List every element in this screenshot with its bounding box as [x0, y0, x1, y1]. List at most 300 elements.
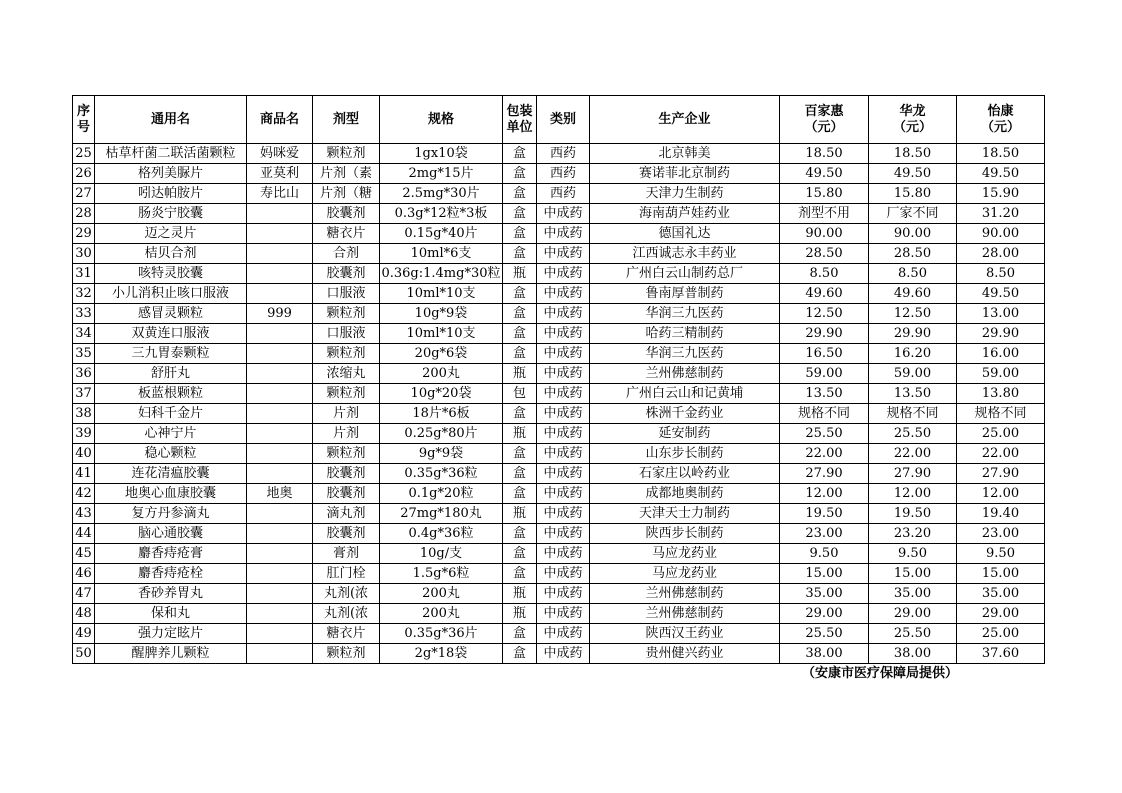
- cell-brand-name: 寿比山: [247, 184, 313, 204]
- cell-price-yikang: 13.80: [957, 384, 1045, 404]
- cell-manufacturer: 兰州佛慈制药: [590, 584, 780, 604]
- cell-seq: 30: [73, 244, 95, 264]
- cell-price-yikang: 90.00: [957, 224, 1045, 244]
- cell-manufacturer: 哈药三精制药: [590, 324, 780, 344]
- cell-category: 中成药: [537, 244, 590, 264]
- cell-unit: 盒: [503, 304, 537, 324]
- cell-dosage-form: 糖衣片: [313, 224, 380, 244]
- cell-dosage-form: 胶囊剂: [313, 484, 380, 504]
- cell-seq: 40: [73, 444, 95, 464]
- cell-dosage-form: 颗粒剂: [313, 444, 380, 464]
- table-body: [73, 144, 1045, 664]
- cell-manufacturer: 华润三九医药: [590, 304, 780, 324]
- cell-brand-name: [247, 224, 313, 244]
- cell-generic-name: 香砂养胃丸: [95, 584, 247, 604]
- table-row: [73, 264, 1045, 284]
- cell-spec: 2g*18袋: [380, 644, 503, 664]
- cell-spec: 2.5mg*30片: [380, 184, 503, 204]
- cell-price-hualong: 25.50: [869, 624, 957, 644]
- cell-spec: 0.1g*20粒: [380, 484, 503, 504]
- cell-dosage-form: 颗粒剂: [313, 144, 380, 164]
- cell-unit: 盒: [503, 444, 537, 464]
- cell-manufacturer: 兰州佛慈制药: [590, 604, 780, 624]
- cell-seq: 31: [73, 264, 95, 284]
- cell-price-baijiahui: 28.50: [780, 244, 869, 264]
- cell-generic-name: 稳心颗粒: [95, 444, 247, 464]
- cell-dosage-form: 胶囊剂: [313, 524, 380, 544]
- cell-brand-name: [247, 244, 313, 264]
- table-row: [73, 424, 1045, 444]
- cell-price-yikang: 15.90: [957, 184, 1045, 204]
- header-brand-name: 商品名: [247, 96, 313, 144]
- cell-brand-name: [247, 324, 313, 344]
- table-row: [73, 564, 1045, 584]
- cell-category: 西药: [537, 184, 590, 204]
- cell-spec: 9g*9袋: [380, 444, 503, 464]
- header-dosage-form: 剂型: [313, 96, 380, 144]
- cell-dosage-form: 胶囊剂: [313, 264, 380, 284]
- cell-spec: 0.3g*12粒*3板: [380, 204, 503, 224]
- cell-generic-name: 桔贝合剂: [95, 244, 247, 264]
- cell-seq: 43: [73, 504, 95, 524]
- cell-brand-name: [247, 524, 313, 544]
- cell-category: 中成药: [537, 524, 590, 544]
- cell-brand-name: [247, 284, 313, 304]
- cell-price-baijiahui: 18.50: [780, 144, 869, 164]
- cell-manufacturer: 陕西步长制药: [590, 524, 780, 544]
- cell-generic-name: 板蓝根颗粒: [95, 384, 247, 404]
- cell-price-baijiahui: 27.90: [780, 464, 869, 484]
- cell-manufacturer: 成都地奥制药: [590, 484, 780, 504]
- cell-dosage-form: 颗粒剂: [313, 384, 380, 404]
- table-row: [73, 184, 1045, 204]
- cell-unit: 瓶: [503, 264, 537, 284]
- cell-brand-name: [247, 604, 313, 624]
- cell-brand-name: [247, 584, 313, 604]
- cell-dosage-form: 膏剂: [313, 544, 380, 564]
- cell-dosage-form: 浓缩丸: [313, 364, 380, 384]
- cell-brand-name: [247, 564, 313, 584]
- cell-manufacturer: 海南葫芦娃药业: [590, 204, 780, 224]
- cell-seq: 39: [73, 424, 95, 444]
- cell-spec: 1.5g*6粒: [380, 564, 503, 584]
- cell-spec: 10g*20袋: [380, 384, 503, 404]
- table-row: [73, 344, 1045, 364]
- cell-manufacturer: 赛诺菲北京制药: [590, 164, 780, 184]
- cell-category: 中成药: [537, 304, 590, 324]
- cell-price-yikang: 25.00: [957, 424, 1045, 444]
- cell-price-yikang: 16.00: [957, 344, 1045, 364]
- cell-generic-name: 地奥心血康胶囊: [95, 484, 247, 504]
- cell-price-baijiahui: 25.50: [780, 624, 869, 644]
- cell-spec: 200丸: [380, 364, 503, 384]
- cell-brand-name: [247, 424, 313, 444]
- cell-category: 中成药: [537, 324, 590, 344]
- cell-spec: 0.4g*36粒: [380, 524, 503, 544]
- cell-spec: 18片*6板: [380, 404, 503, 424]
- cell-price-hualong: 15.00: [869, 564, 957, 584]
- cell-price-baijiahui: 剂型不用: [780, 204, 869, 224]
- cell-price-hualong: 35.00: [869, 584, 957, 604]
- cell-seq: 26: [73, 164, 95, 184]
- cell-unit: 盒: [503, 524, 537, 544]
- cell-price-baijiahui: 38.00: [780, 644, 869, 664]
- cell-price-hualong: 22.00: [869, 444, 957, 464]
- cell-dosage-form: 片剂: [313, 404, 380, 424]
- cell-price-yikang: 27.90: [957, 464, 1045, 484]
- cell-price-baijiahui: 35.00: [780, 584, 869, 604]
- cell-price-baijiahui: 12.50: [780, 304, 869, 324]
- cell-generic-name: 强力定眩片: [95, 624, 247, 644]
- cell-category: 中成药: [537, 264, 590, 284]
- header-category: 类别: [537, 96, 590, 144]
- cell-brand-name: [247, 504, 313, 524]
- cell-dosage-form: 胶囊剂: [313, 204, 380, 224]
- cell-brand-name: [247, 464, 313, 484]
- cell-price-baijiahui: 9.50: [780, 544, 869, 564]
- cell-manufacturer: 山东步长制药: [590, 444, 780, 464]
- cell-price-hualong: 38.00: [869, 644, 957, 664]
- cell-seq: 29: [73, 224, 95, 244]
- cell-category: 中成药: [537, 484, 590, 504]
- cell-price-baijiahui: 25.50: [780, 424, 869, 444]
- cell-category: 中成药: [537, 344, 590, 364]
- cell-category: 中成药: [537, 224, 590, 244]
- cell-price-baijiahui: 49.60: [780, 284, 869, 304]
- cell-unit: 盒: [503, 164, 537, 184]
- cell-manufacturer: 株洲千金药业: [590, 404, 780, 424]
- cell-seq: 36: [73, 364, 95, 384]
- cell-price-baijiahui: 29.00: [780, 604, 869, 624]
- cell-unit: 盒: [503, 464, 537, 484]
- cell-price-yikang: 25.00: [957, 624, 1045, 644]
- cell-dosage-form: 滴丸剂: [313, 504, 380, 524]
- source-note: （安康市医疗保障局提供）: [801, 666, 958, 681]
- cell-category: 中成药: [537, 404, 590, 424]
- cell-price-yikang: 9.50: [957, 544, 1045, 564]
- table-row: [73, 584, 1045, 604]
- cell-spec: 10ml*6支: [380, 244, 503, 264]
- cell-price-hualong: 15.80: [869, 184, 957, 204]
- cell-seq: 37: [73, 384, 95, 404]
- cell-price-hualong: 59.00: [869, 364, 957, 384]
- cell-price-hualong: 8.50: [869, 264, 957, 284]
- cell-generic-name: 枯草杆菌二联活菌颗粒: [95, 144, 247, 164]
- cell-generic-name: 三九胃泰颗粒: [95, 344, 247, 364]
- cell-price-yikang: 35.00: [957, 584, 1045, 604]
- cell-manufacturer: 石家庄以岭药业: [590, 464, 780, 484]
- cell-price-yikang: 31.20: [957, 204, 1045, 224]
- cell-manufacturer: 德国礼达: [590, 224, 780, 244]
- cell-price-yikang: 37.60: [957, 644, 1045, 664]
- cell-price-hualong: 厂家不同: [869, 204, 957, 224]
- cell-spec: 2mg*15片: [380, 164, 503, 184]
- cell-generic-name: 麝香痔疮栓: [95, 564, 247, 584]
- cell-price-yikang: 13.00: [957, 304, 1045, 324]
- cell-brand-name: [247, 544, 313, 564]
- cell-unit: 盒: [503, 244, 537, 264]
- table-header-row: [73, 96, 1045, 144]
- header-spec: 规格: [380, 96, 503, 144]
- cell-category: 中成药: [537, 464, 590, 484]
- table-row: [73, 604, 1045, 624]
- cell-manufacturer: 兰州佛慈制药: [590, 364, 780, 384]
- table-row: [73, 624, 1045, 644]
- cell-unit: 盒: [503, 404, 537, 424]
- cell-category: 中成药: [537, 584, 590, 604]
- cell-brand-name: [247, 384, 313, 404]
- cell-category: 西药: [537, 164, 590, 184]
- cell-spec: 200丸: [380, 604, 503, 624]
- cell-generic-name: 咳特灵胶囊: [95, 264, 247, 284]
- table-row: [73, 644, 1045, 664]
- cell-manufacturer: 广州白云山制药总厂: [590, 264, 780, 284]
- cell-dosage-form: 片剂: [313, 424, 380, 444]
- cell-unit: 瓶: [503, 424, 537, 444]
- cell-category: 中成药: [537, 604, 590, 624]
- cell-price-baijiahui: 规格不同: [780, 404, 869, 424]
- cell-brand-name: [247, 204, 313, 224]
- table-row: [73, 304, 1045, 324]
- cell-seq: 27: [73, 184, 95, 204]
- table-row: [73, 324, 1045, 344]
- cell-unit: 盒: [503, 484, 537, 504]
- cell-price-yikang: 12.00: [957, 484, 1045, 504]
- cell-spec: 0.35g*36粒: [380, 464, 503, 484]
- cell-category: 中成药: [537, 284, 590, 304]
- cell-generic-name: 小儿消积止咳口服液: [95, 284, 247, 304]
- cell-dosage-form: 口服液: [313, 284, 380, 304]
- cell-unit: 瓶: [503, 504, 537, 524]
- cell-price-hualong: 13.50: [869, 384, 957, 404]
- cell-spec: 0.15g*40片: [380, 224, 503, 244]
- cell-category: 中成药: [537, 644, 590, 664]
- cell-price-yikang: 18.50: [957, 144, 1045, 164]
- cell-category: 中成药: [537, 544, 590, 564]
- cell-category: 西药: [537, 144, 590, 164]
- cell-dosage-form: 丸剂(浓: [313, 584, 380, 604]
- cell-generic-name: 脑心通胶囊: [95, 524, 247, 544]
- cell-price-yikang: 15.00: [957, 564, 1045, 584]
- cell-spec: 200丸: [380, 584, 503, 604]
- cell-manufacturer: 陕西汉王药业: [590, 624, 780, 644]
- cell-category: 中成药: [537, 564, 590, 584]
- cell-manufacturer: 马应龙药业: [590, 544, 780, 564]
- cell-unit: 盒: [503, 624, 537, 644]
- cell-dosage-form: 肛门栓: [313, 564, 380, 584]
- cell-generic-name: 心神宁片: [95, 424, 247, 444]
- cell-price-hualong: 18.50: [869, 144, 957, 164]
- cell-spec: 0.36g:1.4mg*30粒: [380, 264, 503, 284]
- cell-category: 中成药: [537, 424, 590, 444]
- cell-price-hualong: 19.50: [869, 504, 957, 524]
- cell-manufacturer: 天津天士力制药: [590, 504, 780, 524]
- table-row: [73, 524, 1045, 544]
- cell-price-hualong: 23.20: [869, 524, 957, 544]
- cell-brand-name: 妈咪爱: [247, 144, 313, 164]
- cell-dosage-form: 胶囊剂: [313, 464, 380, 484]
- table-row: [73, 504, 1045, 524]
- table-row: [73, 384, 1045, 404]
- cell-price-baijiahui: 22.00: [780, 444, 869, 464]
- cell-generic-name: 连花清瘟胶囊: [95, 464, 247, 484]
- cell-generic-name: 双黄连口服液: [95, 324, 247, 344]
- cell-category: 中成药: [537, 444, 590, 464]
- cell-seq: 25: [73, 144, 95, 164]
- cell-price-yikang: 28.00: [957, 244, 1045, 264]
- cell-seq: 41: [73, 464, 95, 484]
- cell-price-baijiahui: 15.00: [780, 564, 869, 584]
- cell-manufacturer: 延安制药: [590, 424, 780, 444]
- cell-manufacturer: 马应龙药业: [590, 564, 780, 584]
- cell-price-yikang: 29.00: [957, 604, 1045, 624]
- cell-unit: 盒: [503, 324, 537, 344]
- cell-unit: 盒: [503, 544, 537, 564]
- cell-brand-name: [247, 344, 313, 364]
- cell-spec: 10ml*10支: [380, 284, 503, 304]
- cell-price-baijiahui: 19.50: [780, 504, 869, 524]
- cell-generic-name: 迈之灵片: [95, 224, 247, 244]
- cell-price-hualong: 9.50: [869, 544, 957, 564]
- cell-manufacturer: 北京韩美: [590, 144, 780, 164]
- cell-brand-name: 999: [247, 304, 313, 324]
- table-row: [73, 144, 1045, 164]
- cell-brand-name: 地奥: [247, 484, 313, 504]
- cell-price-hualong: 25.50: [869, 424, 957, 444]
- header-price-yikang: 怡康 （元）: [957, 96, 1045, 144]
- cell-generic-name: 肠炎宁胶囊: [95, 204, 247, 224]
- cell-manufacturer: 天津力生制药: [590, 184, 780, 204]
- cell-price-hualong: 规格不同: [869, 404, 957, 424]
- cell-price-yikang: 49.50: [957, 284, 1045, 304]
- header-generic-name: 通用名: [95, 96, 247, 144]
- cell-unit: 瓶: [503, 584, 537, 604]
- cell-price-baijiahui: 59.00: [780, 364, 869, 384]
- cell-price-baijiahui: 12.00: [780, 484, 869, 504]
- cell-unit: 包: [503, 384, 537, 404]
- cell-dosage-form: 糖衣片: [313, 624, 380, 644]
- cell-price-yikang: 22.00: [957, 444, 1045, 464]
- cell-spec: 10ml*10支: [380, 324, 503, 344]
- cell-generic-name: 保和丸: [95, 604, 247, 624]
- table-row: [73, 464, 1045, 484]
- header-price-baijiahui: 百家惠 （元）: [780, 96, 869, 144]
- cell-seq: 44: [73, 524, 95, 544]
- table-row: [73, 484, 1045, 504]
- cell-unit: 瓶: [503, 604, 537, 624]
- cell-generic-name: 格列美脲片: [95, 164, 247, 184]
- table-row: [73, 444, 1045, 464]
- cell-spec: 10g*9袋: [380, 304, 503, 324]
- table-row: [73, 204, 1045, 224]
- cell-seq: 46: [73, 564, 95, 584]
- cell-seq: 49: [73, 624, 95, 644]
- cell-generic-name: 吲达帕胺片: [95, 184, 247, 204]
- table-row: [73, 404, 1045, 424]
- cell-price-yikang: 29.90: [957, 324, 1045, 344]
- cell-price-hualong: 90.00: [869, 224, 957, 244]
- cell-seq: 47: [73, 584, 95, 604]
- cell-unit: 盒: [503, 144, 537, 164]
- cell-generic-name: 妇科千金片: [95, 404, 247, 424]
- table-row: [73, 164, 1045, 184]
- cell-unit: 盒: [503, 184, 537, 204]
- cell-dosage-form: 片剂（糖: [313, 184, 380, 204]
- cell-price-yikang: 23.00: [957, 524, 1045, 544]
- cell-brand-name: [247, 444, 313, 464]
- cell-price-baijiahui: 15.80: [780, 184, 869, 204]
- cell-seq: 34: [73, 324, 95, 344]
- cell-seq: 28: [73, 204, 95, 224]
- cell-price-yikang: 规格不同: [957, 404, 1045, 424]
- cell-manufacturer: 鲁南厚普制药: [590, 284, 780, 304]
- cell-manufacturer: 贵州健兴药业: [590, 644, 780, 664]
- cell-seq: 45: [73, 544, 95, 564]
- cell-dosage-form: 合剂: [313, 244, 380, 264]
- cell-price-baijiahui: 13.50: [780, 384, 869, 404]
- cell-unit: 盒: [503, 284, 537, 304]
- table-row: [73, 244, 1045, 264]
- cell-manufacturer: 华润三九医药: [590, 344, 780, 364]
- cell-unit: 盒: [503, 204, 537, 224]
- cell-seq: 38: [73, 404, 95, 424]
- cell-price-baijiahui: 23.00: [780, 524, 869, 544]
- cell-spec: 1gx10袋: [380, 144, 503, 164]
- cell-price-hualong: 16.20: [869, 344, 957, 364]
- cell-manufacturer: 江西诚志永丰药业: [590, 244, 780, 264]
- cell-dosage-form: 口服液: [313, 324, 380, 344]
- cell-seq: 50: [73, 644, 95, 664]
- cell-seq: 33: [73, 304, 95, 324]
- cell-brand-name: 亚莫利: [247, 164, 313, 184]
- cell-brand-name: [247, 404, 313, 424]
- cell-spec: 10g/支: [380, 544, 503, 564]
- cell-unit: 盒: [503, 344, 537, 364]
- cell-brand-name: [247, 624, 313, 644]
- cell-manufacturer: 广州白云山和记黄埔: [590, 384, 780, 404]
- cell-spec: 20g*6袋: [380, 344, 503, 364]
- cell-brand-name: [247, 644, 313, 664]
- cell-price-hualong: 12.50: [869, 304, 957, 324]
- cell-dosage-form: 颗粒剂: [313, 644, 380, 664]
- cell-unit: 盒: [503, 564, 537, 584]
- cell-price-yikang: 8.50: [957, 264, 1045, 284]
- cell-price-hualong: 12.00: [869, 484, 957, 504]
- cell-generic-name: 感冒灵颗粒: [95, 304, 247, 324]
- cell-price-yikang: 49.50: [957, 164, 1045, 184]
- table-row: [73, 544, 1045, 564]
- table-row: [73, 364, 1045, 384]
- cell-price-baijiahui: 16.50: [780, 344, 869, 364]
- cell-price-baijiahui: 29.90: [780, 324, 869, 344]
- cell-category: 中成药: [537, 504, 590, 524]
- cell-category: 中成药: [537, 204, 590, 224]
- cell-unit: 盒: [503, 644, 537, 664]
- cell-dosage-form: 颗粒剂: [313, 304, 380, 324]
- cell-price-hualong: 49.60: [869, 284, 957, 304]
- table-row: [73, 224, 1045, 244]
- cell-spec: 0.25g*80片: [380, 424, 503, 444]
- table-row: [73, 284, 1045, 304]
- cell-price-hualong: 29.90: [869, 324, 957, 344]
- cell-unit: 瓶: [503, 364, 537, 384]
- cell-price-yikang: 19.40: [957, 504, 1045, 524]
- cell-generic-name: 舒肝丸: [95, 364, 247, 384]
- cell-generic-name: 复方丹参滴丸: [95, 504, 247, 524]
- cell-unit: 盒: [503, 224, 537, 244]
- cell-price-baijiahui: 49.50: [780, 164, 869, 184]
- cell-price-hualong: 27.90: [869, 464, 957, 484]
